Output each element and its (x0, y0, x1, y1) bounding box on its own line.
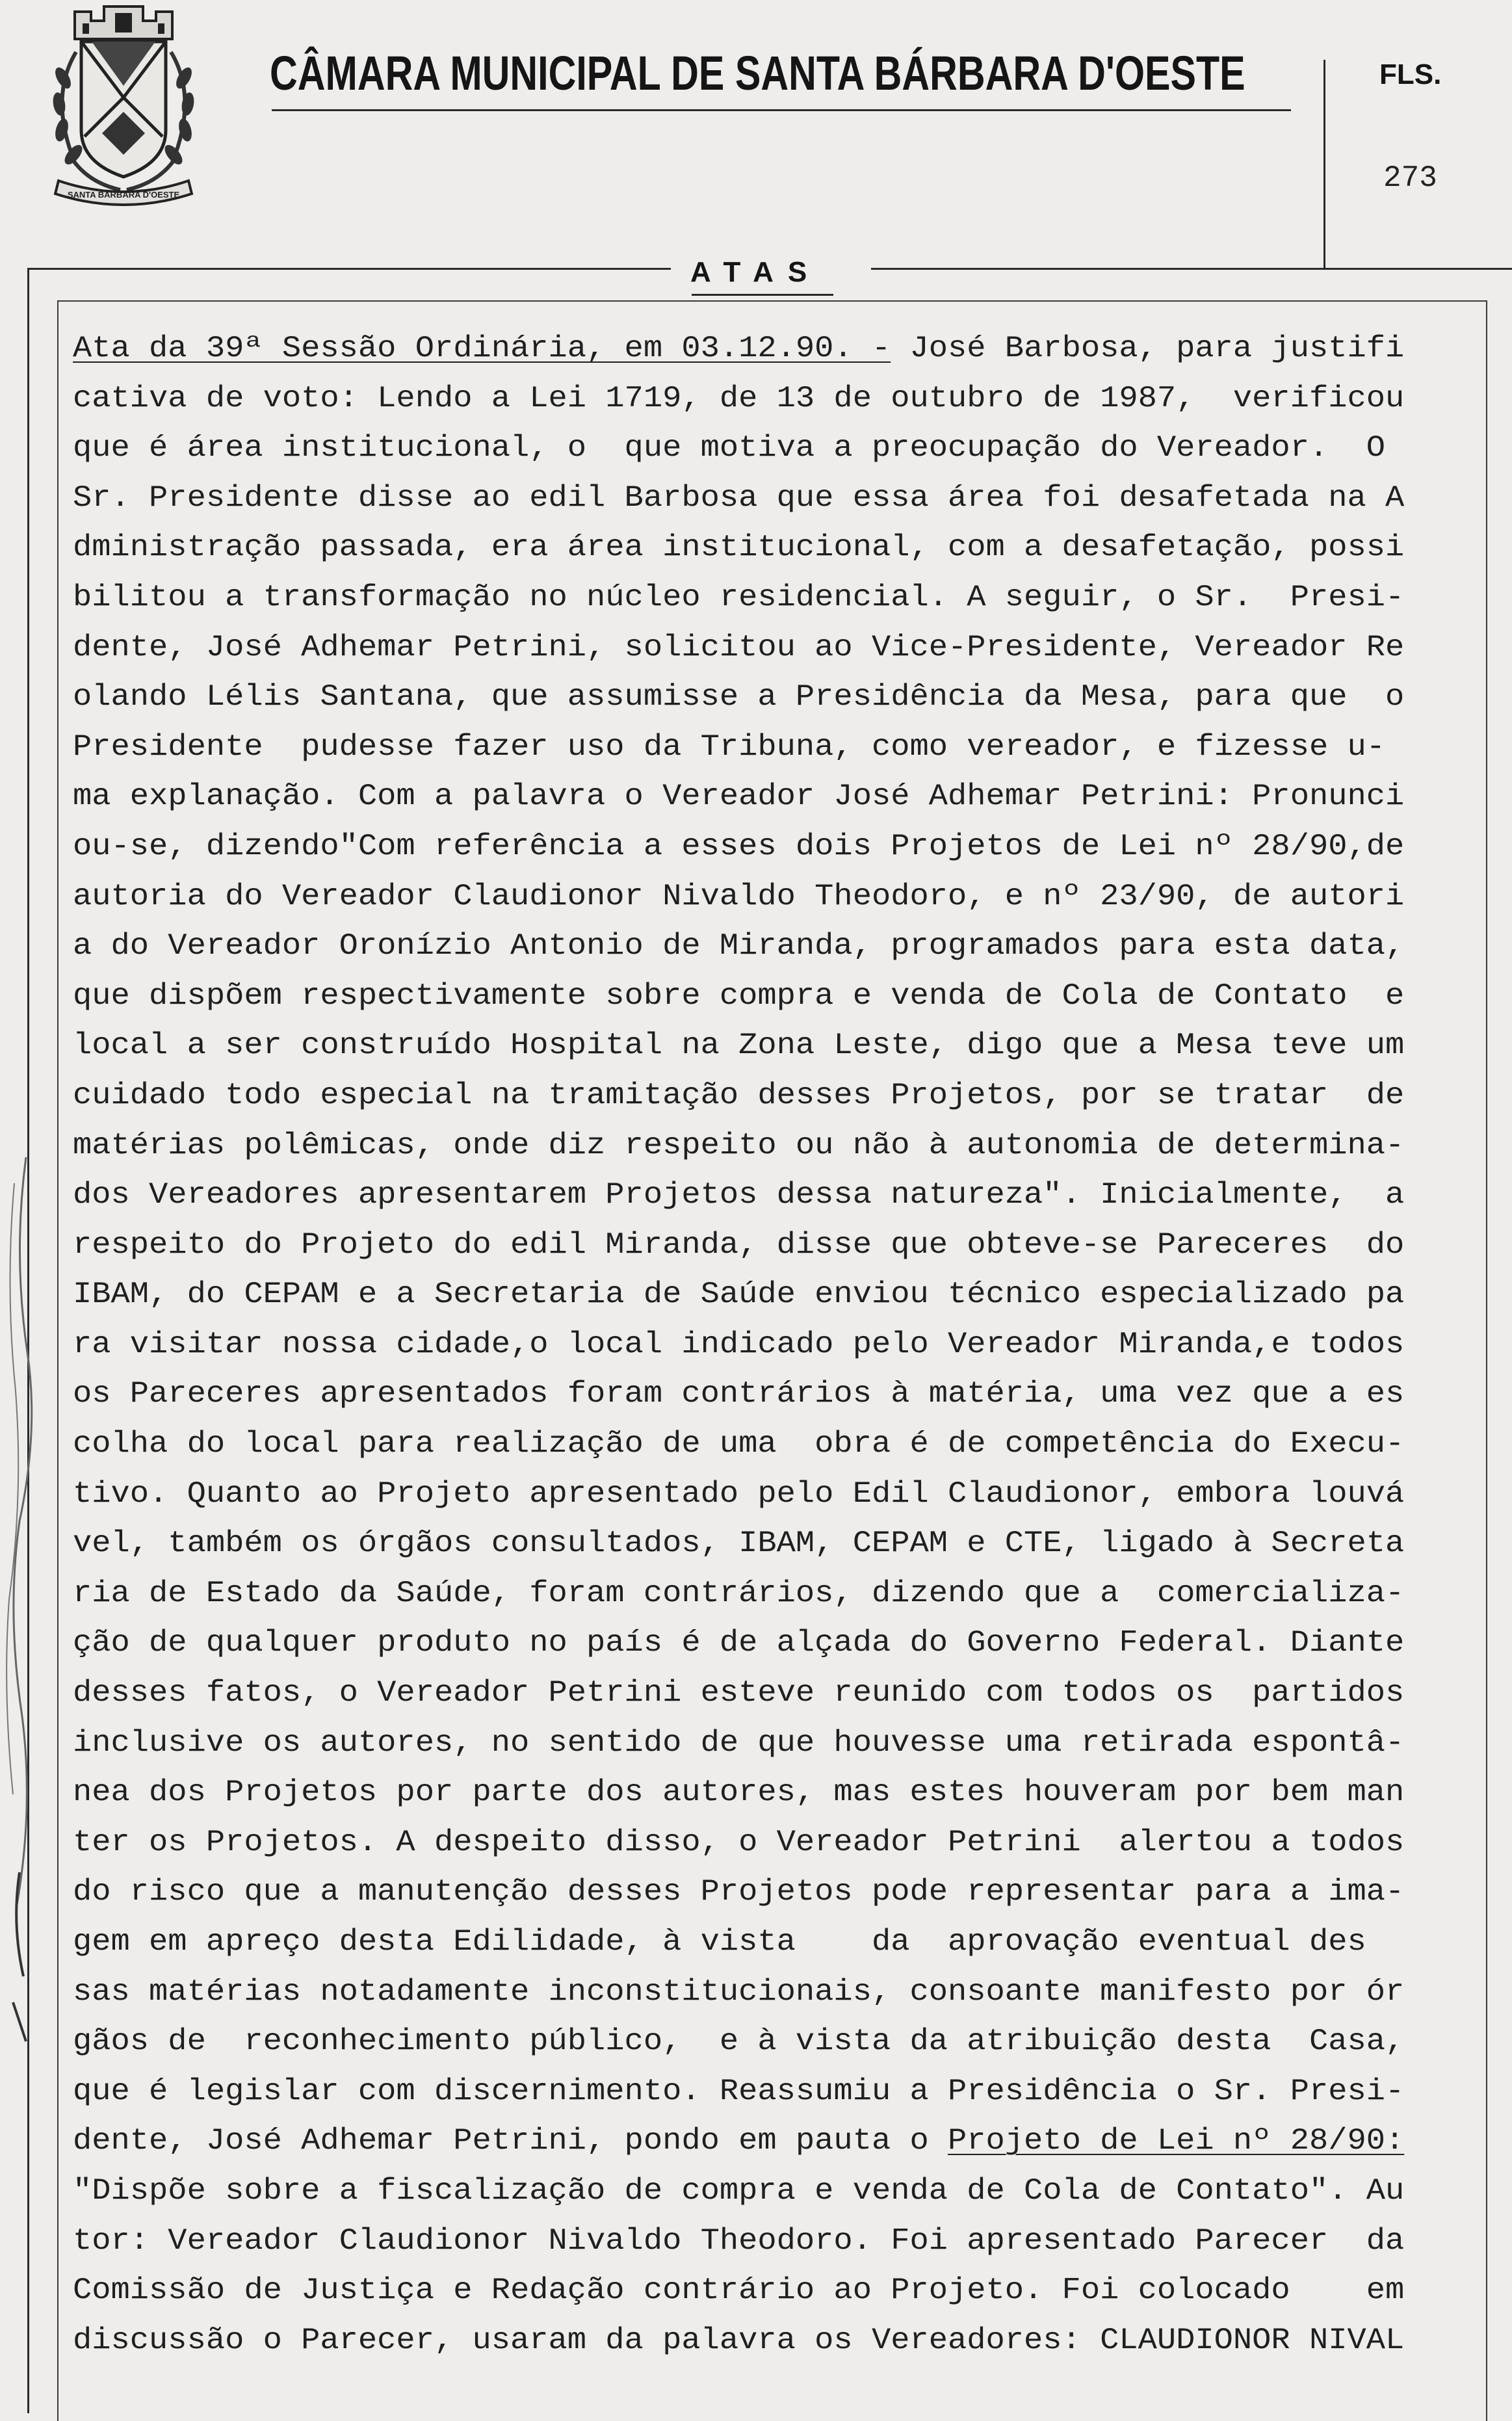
minutes-line (73, 1818, 1477, 1868)
minutes-line (73, 971, 1477, 1021)
margin-marks (0, 1157, 39, 2366)
minutes-line (73, 722, 1477, 772)
line-text: tor: Vereador Claudionor Nivaldo Theodoro. Foi apresentado Parecer da (73, 2223, 1405, 2258)
line-text: ou-se, dizendo"Com referência a esses dois Projetos de Lei nº 28/90,de (73, 829, 1405, 863)
line-text: dente, José Adhemar Petrini, solicitou ao Vice-Presidente, Vereador Re (73, 630, 1405, 664)
line-text: respeito do Projeto do edil Miranda, disse que obteve-se Pareceres do (73, 1227, 1405, 1262)
title-rule (272, 109, 1291, 111)
fls-label: FLS. (1379, 59, 1442, 90)
line-text: gãos de reconhecimento público, e à vista da atribuição desta Casa, (73, 2024, 1405, 2059)
minutes-line (73, 1768, 1477, 1818)
line-text: gem em apreço desta Edilidade, à vista da aprovação eventual des (73, 1925, 1366, 1959)
minutes-line (73, 1369, 1477, 1419)
minutes-line (73, 374, 1477, 424)
line-text: colha do local para realização de uma obra é de competência do Execu- (73, 1427, 1405, 1461)
line-text: discussão o Parecer, usaram da palavra os Vereadores: CLAUDIONOR NIVAL (73, 2323, 1405, 2357)
minutes-line (73, 1967, 1477, 2017)
minutes-line (73, 1021, 1477, 1071)
minutes-line (73, 2067, 1477, 2117)
line-text: que dispõem respectivamente sobre compra e venda de Cola de Contato e (73, 978, 1405, 1013)
minutes-line (73, 1419, 1477, 1469)
minutes-line (73, 1618, 1477, 1668)
line-text: inclusive os autores, no sentido de que houvesse uma retirada espontâ- (73, 1725, 1405, 1760)
section-label: ATAS (690, 256, 822, 288)
header-divider (1323, 60, 1325, 268)
line-text: "Dispõe sobre a fiscalização de compra e venda de Cola de Contato". Au (73, 2173, 1405, 2208)
line-text: bilitou a transformação no núcleo residencial. A seguir, o Sr. Presi- (73, 580, 1405, 614)
minutes-body (73, 324, 1477, 2365)
line-text: desses fatos, o Vereador Petrini esteve reunido com todos os partidos (73, 1676, 1405, 1710)
bill-reference: Projeto de Lei nº 28/90: (948, 2124, 1405, 2158)
minutes-line (73, 523, 1477, 573)
line-text: ra visitar nossa cidade,o local indicado pelo Vereador Miranda,e todos (73, 1327, 1405, 1361)
line-text: autoria do Vereador Claudionor Nivaldo Theodoro, e nº 23/90, de autori (73, 879, 1405, 913)
line-text: dministração passada, era área institucional, com a desafetação, possi (73, 530, 1405, 565)
minutes-line (73, 1569, 1477, 1619)
minutes-line (73, 573, 1477, 623)
line-text: nea dos Projetos por parte dos autores, mas estes houveram por bem man (73, 1775, 1405, 1810)
line-text: ma explanação. Com a palavra o Vereador José Adhemar Petrini: Pronunci (73, 779, 1405, 814)
line-text: ria de Estado da Saúde, foram contrários, dizendo que a comercializa- (73, 1576, 1405, 1610)
minutes-line (73, 1867, 1477, 1917)
line-text: que é área institucional, o que motiva a preocupação do Vereador. O (73, 431, 1386, 465)
municipal-crest-icon (29, 0, 218, 215)
minutes-line (73, 822, 1477, 872)
line-text: cuidado todo especial na tramitação desses Projetos, por se tratar de (73, 1078, 1405, 1112)
frame-top-rule-right (871, 268, 1512, 270)
line-text: Presidente pudesse fazer uso da Tribuna, como vereador, e fizesse u- (73, 729, 1386, 764)
line-text: a do Vereador Oronízio Antonio de Miranda, programados para esta data, (73, 929, 1405, 963)
minutes-line (73, 1469, 1477, 1519)
minutes-line (73, 1668, 1477, 1718)
line-text: IBAM, do CEPAM e a Secretaria de Saúde enviou técnico especializado pa (73, 1277, 1405, 1312)
line-text: cativa de voto: Lendo a Lei 1719, de 13 de outubro de 1987, verificou (73, 381, 1405, 415)
line-text: sas matérias notadamente inconstitucionais, consoante manifesto por ór (73, 1974, 1405, 2009)
minutes-line (73, 2316, 1477, 2366)
line-text: matérias polêmicas, onde diz respeito ou não à autonomia de determina- (73, 1128, 1405, 1162)
page-number: 273 (1383, 161, 1437, 195)
minutes-line (73, 2017, 1477, 2067)
line-text: olando Lélis Santana, que assumisse a Presidência da Mesa, para que o (73, 680, 1405, 714)
minutes-line (73, 1519, 1477, 1569)
line-text: Comissão de Justiça e Redação contrário ao Projeto. Foi colocado em (73, 2273, 1405, 2308)
line-text: vel, também os órgãos consultados, IBAM, CEPAM e CTE, ligado à Secreta (73, 1526, 1405, 1561)
minutes-line (73, 1121, 1477, 1171)
line-text: Sr. Presidente disse ao edil Barbosa que essa área foi desafetada na A (73, 480, 1405, 515)
minutes-heading: Ata da 39ª Sessão Ordinária, em 03.12.90. - (73, 332, 891, 365)
chamber-title: CÂMARA MUNICIPAL DE SANTA BÁRBARA D'OESTE (270, 46, 1245, 100)
crest-motto: SANTA BÁRBARA D'OESTE (67, 190, 180, 200)
minutes-line (73, 2266, 1477, 2316)
minutes-line (73, 1320, 1477, 1370)
minutes-line (73, 1917, 1477, 1967)
minutes-line (73, 473, 1477, 523)
minutes-line (73, 2166, 1477, 2216)
line-text: dente, José Adhemar Petrini, pondo em pauta o (73, 2124, 948, 2158)
minutes-line (73, 921, 1477, 971)
minutes-line (73, 772, 1477, 822)
minutes-line (73, 1270, 1477, 1320)
frame-top-rule-left (27, 268, 671, 270)
line-text: local a ser construído Hospital na Zona Leste, digo que a Mesa teve um (73, 1028, 1405, 1063)
line-text: que é legislar com discernimento. Reassumiu a Presidência o Sr. Presi- (73, 2074, 1405, 2108)
minutes-line (73, 1071, 1477, 1121)
minutes-line (73, 1718, 1477, 1768)
minutes-line (73, 1170, 1477, 1220)
minutes-line (73, 324, 1477, 374)
minutes-line (73, 1220, 1477, 1270)
minutes-line (73, 423, 1477, 473)
minutes-line (73, 872, 1477, 922)
line-text: ção de qualquer produto no país é de alçada do Governo Federal. Diante (73, 1626, 1405, 1660)
minutes-line (73, 2216, 1477, 2266)
section-label-underline (692, 294, 833, 296)
line-text: José Barbosa, para justifi (891, 332, 1405, 365)
line-text: ter os Projetos. A despeito disso, o Vereador Petrini alertou a todos (73, 1825, 1405, 1859)
minutes-line (73, 2116, 1477, 2166)
minutes-line (73, 623, 1477, 673)
line-text: do risco que a manutenção desses Projetos pode representar para a ima- (73, 1875, 1405, 1909)
minutes-line (73, 672, 1477, 722)
line-text: tivo. Quanto ao Projeto apresentado pelo Edil Claudionor, embora louvá (73, 1476, 1405, 1511)
line-text: dos Vereadores apresentarem Projetos dessa natureza". Inicialmente, a (73, 1178, 1405, 1212)
line-text: os Pareceres apresentados foram contrários à matéria, uma vez que a es (73, 1377, 1405, 1411)
